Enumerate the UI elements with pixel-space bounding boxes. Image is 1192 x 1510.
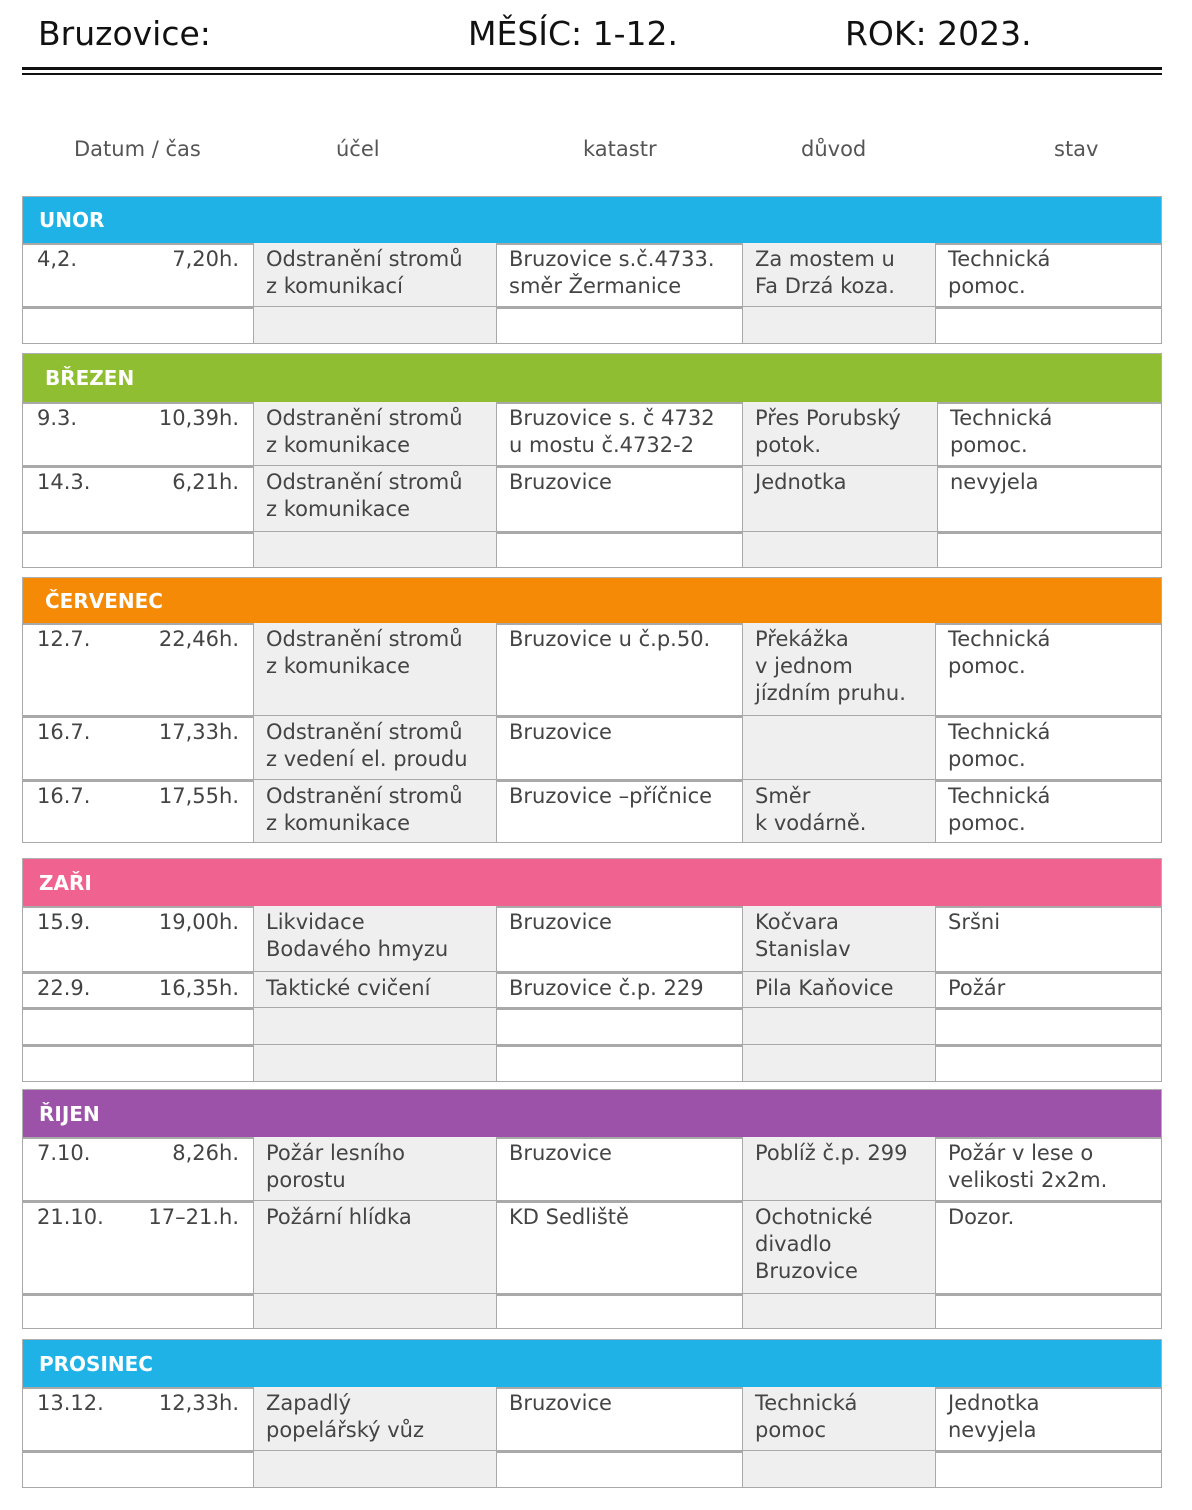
datetime-cell [22,906,253,972]
ucel-cell [253,307,496,344]
duvod-text: Směr k vodárně. [755,784,867,835]
stav-text: Požár v lese o velikosti 2x2m. [948,1141,1108,1192]
date-text: 12.7. [37,627,91,651]
table-row [22,1387,1162,1451]
table-row [22,716,1162,780]
katastr-text: KD Sedliště [509,1205,629,1229]
ucel-cell [253,1045,496,1082]
duvod-cell [742,906,935,972]
duvod-text: Překážka v jednom jízdním pruhu. [755,627,906,705]
duvod-cell [742,307,935,344]
month-label: BŘEZEN [45,366,135,390]
katastr-cell [496,1137,742,1201]
table-row [22,780,1162,843]
datetime-cell [22,1008,253,1045]
month-section [22,1089,1162,1329]
duvod-cell [742,243,935,307]
ucel-cell [253,623,496,716]
stav-cell [937,466,1162,532]
duvod-text: Jednotka [755,470,847,494]
month-label: UNOR [39,208,105,232]
time-text: 6,21h. [172,470,239,494]
katastr-cell [496,1387,742,1451]
duvod-cell [742,1451,935,1488]
katastr-cell [496,307,742,344]
ucel-text: Odstranění stromů z komunikace [266,627,463,678]
month-band [22,577,1162,623]
time-text: 17,33h. [158,720,239,744]
table-row [22,1008,1162,1045]
header-rule-thin [22,73,1162,75]
time-text: 16,35h. [158,976,239,1000]
time-text: 8,26h. [172,1141,239,1165]
date-text: 22.9. [37,976,91,1000]
duvod-text: Kočvara Stanislav [755,910,851,961]
table-row [22,307,1162,344]
datetime-cell [22,972,253,1008]
datetime-cell [22,402,253,466]
duvod-text: Pila Kaňovice [755,976,894,1000]
katastr-cell [496,532,742,568]
datetime-cell [22,1294,253,1329]
time-text: 19,00h. [158,910,239,934]
ucel-cell [253,1451,496,1488]
katastr-text: Bruzovice [509,470,612,494]
column-header-duvod: důvod [801,137,867,161]
duvod-cell [742,1387,935,1451]
month-label: ČERVENEC [45,588,163,613]
date-text: 13.12. [37,1391,104,1415]
ucel-text: Likvidace Bodavého hmyzu [266,910,449,961]
table-row [22,1201,1162,1294]
place-title: Bruzovice: [38,14,211,53]
ucel-cell [253,1008,496,1045]
datetime-cell [22,532,253,568]
ucel-cell [253,1137,496,1201]
stav-text: Technická pomoc. [948,720,1051,771]
date-text: 15.9. [37,910,91,934]
datetime-cell [22,307,253,344]
stav-text: Jednotka nevyjela [948,1391,1040,1442]
katastr-cell [496,780,742,843]
duvod-text: Přes Porubský potok. [755,406,901,457]
stav-cell [937,532,1162,568]
section-bottom-border [22,343,1162,345]
stav-cell [935,716,1162,780]
katastr-cell [496,466,742,532]
katastr-cell [496,1201,742,1294]
month-section [22,858,1162,1082]
datetime-cell [22,1137,253,1201]
time-text: 17,55h. [158,784,239,808]
stav-cell [935,1008,1162,1045]
stav-text: Sršni [948,910,1001,934]
katastr-text: Bruzovice č.p. 229 [509,976,704,1000]
ucel-cell [253,532,496,568]
ucel-text: Odstranění stromů z komunikace [266,406,463,457]
katastr-cell [496,906,742,972]
ucel-cell [253,780,496,843]
duvod-cell [742,623,935,716]
table-row [22,906,1162,972]
stav-cell [935,1387,1162,1451]
section-bottom-border [22,1487,1162,1489]
date-text: 16.7. [37,720,91,744]
stav-cell [935,623,1162,716]
stav-cell [935,906,1162,972]
datetime-cell [22,243,253,307]
table-row [22,466,1162,532]
month-band [22,1089,1162,1137]
katastr-cell [496,402,742,466]
stav-cell [935,1451,1162,1488]
katastr-cell [496,1008,742,1045]
time-text: 7,20h. [172,247,239,271]
section-bottom-border [22,567,1162,569]
stav-text: Technická pomoc. [948,627,1051,678]
date-text: 9.3. [37,406,78,430]
month-section [22,353,1162,568]
stav-cell [937,402,1162,466]
month-title: MĚSÍC: 1-12. [468,14,679,53]
month-label: ZAŘI [39,870,92,895]
time-text: 17–21.h. [148,1205,239,1229]
stav-cell [935,780,1162,843]
datetime-cell [22,466,253,532]
ucel-text: Zapadlý popelářský vůz [266,1391,424,1442]
katastr-text: Bruzovice –příčnice [509,784,713,808]
ucel-cell [253,1201,496,1294]
column-header-stav: stav [1054,137,1099,161]
datetime-cell [22,623,253,716]
table-row [22,532,1162,568]
column-header-datum: Datum / čas [74,137,201,161]
katastr-cell [496,972,742,1008]
ucel-cell [253,972,496,1008]
katastr-text: Bruzovice [509,1141,612,1165]
date-text: 16.7. [37,784,91,808]
datetime-cell [22,716,253,780]
duvod-cell [742,1137,935,1201]
katastr-text: Bruzovice [509,1391,612,1415]
katastr-cell [496,623,742,716]
stav-cell [935,972,1162,1008]
ucel-cell [253,243,496,307]
ucel-text: Odstranění stromů z vedení el. proudu [266,720,468,771]
date-text: 21.10. [37,1205,104,1229]
stav-cell [935,243,1162,307]
stav-cell [935,1294,1162,1329]
katastr-cell [496,1294,742,1329]
katastr-text: Bruzovice [509,720,612,744]
katastr-cell [496,1045,742,1082]
duvod-cell [742,716,935,780]
month-label: PROSINEC [39,1351,153,1376]
stav-text: Technická pomoc. [950,406,1053,457]
katastr-text: Bruzovice s.č.4733. směr Žermanice [509,247,715,298]
column-header-ucel: účel [336,137,380,161]
month-section [22,577,1162,843]
datetime-cell [22,780,253,843]
duvod-cell [742,972,935,1008]
stav-cell [935,1201,1162,1294]
datetime-cell [22,1201,253,1294]
katastr-cell [496,716,742,780]
month-band [22,196,1162,243]
ucel-text: Požární hlídka [266,1205,412,1229]
duvod-cell [742,402,937,466]
table-row [22,1045,1162,1082]
duvod-text: Technická pomoc [755,1391,858,1442]
katastr-text: Bruzovice u č.p.50. [509,627,711,651]
year-title: ROK: 2023. [845,14,1032,53]
stav-text: Dozor. [948,1205,1015,1229]
month-band [22,858,1162,906]
stav-text: Technická pomoc. [948,247,1051,298]
stav-cell [935,1045,1162,1082]
ucel-cell [253,1294,496,1329]
duvod-cell [742,466,937,532]
stav-text: nevyjela [950,470,1039,494]
datetime-cell [22,1045,253,1082]
month-label: ŘIJEN [39,1101,100,1126]
katastr-text: Bruzovice [509,910,612,934]
ucel-text: Taktické cvičení [266,976,431,1000]
column-header-katastr: katastr [583,137,657,161]
date-text: 7.10. [37,1141,91,1165]
ucel-cell [253,402,496,466]
table-row [22,1137,1162,1201]
stav-text: Požár [948,976,1006,1000]
ucel-cell [253,466,496,532]
stav-cell [935,307,1162,344]
section-bottom-border [22,842,1162,844]
month-band [22,353,1162,402]
stav-cell [935,1137,1162,1201]
table-row [22,402,1162,466]
time-text: 22,46h. [158,627,239,651]
date-text: 14.3. [37,470,91,494]
datetime-cell [22,1451,253,1488]
duvod-text: Ochotnické divadlo Bruzovice [755,1205,873,1283]
duvod-cell [742,1294,935,1329]
table-row [22,243,1162,307]
duvod-cell [742,1045,935,1082]
katastr-cell [496,1451,742,1488]
section-bottom-border [22,1081,1162,1083]
month-section [22,196,1162,344]
ucel-text: Odstranění stromů z komunikace [266,784,463,835]
stav-text: Technická pomoc. [948,784,1051,835]
ucel-text: Odstranění stromů z komunikací [266,247,463,298]
ucel-cell [253,906,496,972]
month-band [22,1339,1162,1387]
date-text: 4,2. [37,247,78,271]
duvod-text: Za mostem u Fa Drzá koza. [755,247,895,298]
ucel-text: Požár lesního porostu [266,1141,405,1192]
header-rule-thick [22,67,1162,70]
duvod-cell [742,532,937,568]
section-bottom-border [22,1328,1162,1330]
duvod-cell [742,780,935,843]
ucel-cell [253,1387,496,1451]
duvod-text: Poblíž č.p. 299 [755,1141,908,1165]
ucel-text: Odstranění stromů z komunikace [266,470,463,521]
table-row [22,623,1162,716]
ucel-cell [253,716,496,780]
duvod-cell [742,1201,935,1294]
table-row [22,972,1162,1008]
time-text: 10,39h. [158,406,239,430]
time-text: 12,33h. [158,1391,239,1415]
table-row [22,1451,1162,1488]
datetime-cell [22,1387,253,1451]
katastr-cell [496,243,742,307]
duvod-cell [742,1008,935,1045]
katastr-text: Bruzovice s. č 4732 u mostu č.4732-2 [509,406,715,457]
table-row [22,1294,1162,1329]
month-section [22,1339,1162,1488]
